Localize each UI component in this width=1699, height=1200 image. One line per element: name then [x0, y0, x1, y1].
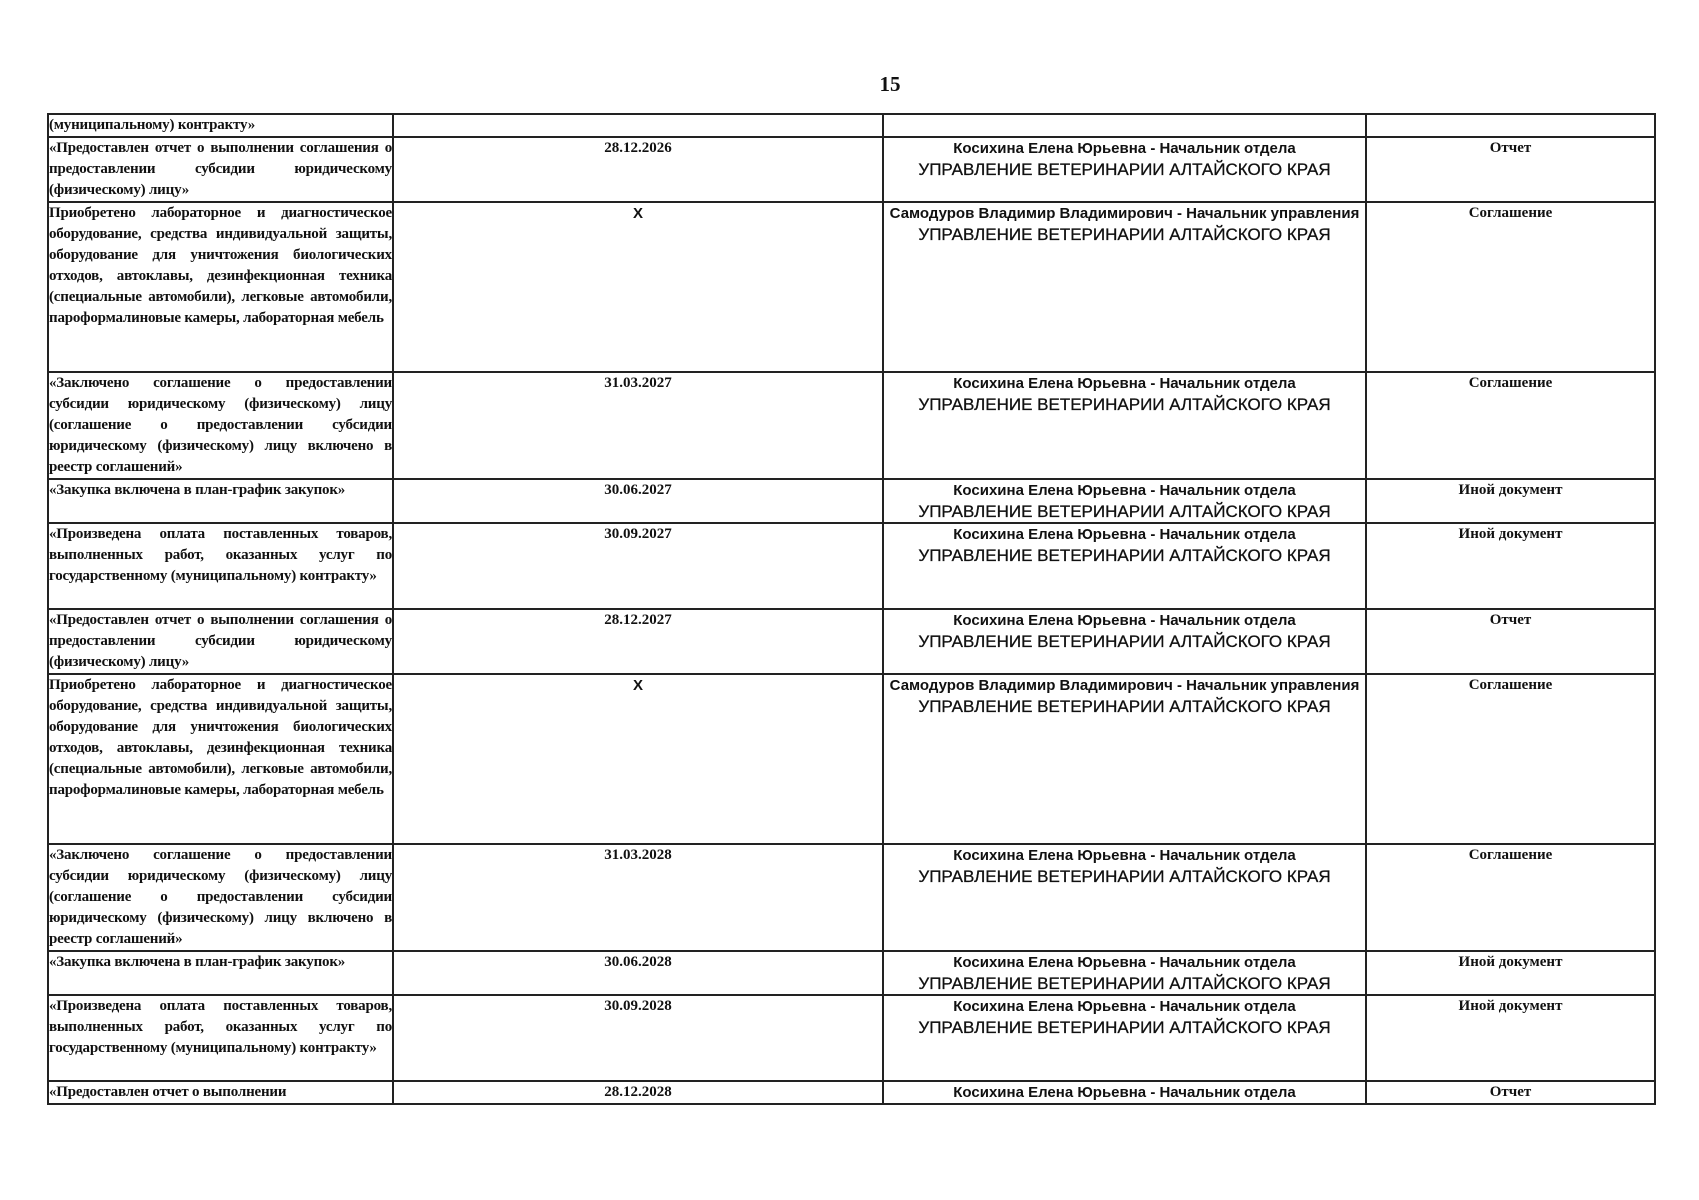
date-cell: X [393, 202, 883, 372]
doc-type-cell: Иной документ [1366, 995, 1655, 1081]
desc-cell: «Произведена оплата поставленных товаров, выполненных работ, оказанных услуг по государственному (муниципальному) контракту» [48, 995, 393, 1081]
desc-cell: «Произведена оплата поставленных товаров, выполненных работ, оказанных услуг по государственному (муниципальному) контракту» [48, 523, 393, 609]
doc-type-cell: Иной документ [1366, 523, 1655, 609]
table-row [48, 372, 1655, 479]
responsible-person: Косихина Елена Юрьевна - Начальник отдела [953, 612, 1296, 629]
responsible-person: Самодуров Владимир Владимирович - Начальник управления [889, 205, 1360, 222]
responsible-cell [883, 202, 1366, 372]
responsible-person: Косихина Елена Юрьевна - Начальник отдела [953, 954, 1296, 971]
desc-cell: «Заключено соглашение о предоставлении субсидии юридическому (физическому) лицу (соглашение о предоставлении субсидии юридическому (физическому) лицу включено в реестр соглашений» [48, 372, 393, 479]
date-cell: 30.06.2027 [393, 479, 883, 523]
table-row [48, 202, 1655, 372]
responsible-person: Косихина Елена Юрьевна - Начальник отдела [953, 1084, 1296, 1101]
table-row [48, 674, 1655, 844]
date-cell: 30.09.2027 [393, 523, 883, 609]
doc-type-cell [1366, 114, 1655, 137]
responsible-org: УПРАВЛЕНИЕ ВЕТЕРИНАРИИ АЛТАЙСКОГО КРАЯ [918, 546, 1331, 565]
date-cell: 28.12.2026 [393, 137, 883, 202]
doc-type-cell: Отчет [1366, 1081, 1655, 1104]
date-cell: 31.03.2027 [393, 372, 883, 479]
date-cell: 28.12.2028 [393, 1081, 883, 1104]
responsible-person: Косихина Елена Юрьевна - Начальник отдела [953, 140, 1296, 157]
desc-cell: «Закупка включена в план-график закупок» [48, 479, 393, 523]
responsible-cell [883, 479, 1366, 523]
date-cell: X [393, 674, 883, 844]
doc-type-cell: Иной документ [1366, 479, 1655, 523]
doc-type-cell: Отчет [1366, 137, 1655, 202]
responsible-cell [883, 372, 1366, 479]
date-cell [393, 114, 883, 137]
responsible-org: УПРАВЛЕНИЕ ВЕТЕРИНАРИИ АЛТАЙСКОГО КРАЯ [918, 502, 1331, 521]
desc-cell: «Закупка включена в план-график закупок» [48, 951, 393, 995]
table-row [48, 609, 1655, 674]
responsible-person: Самодуров Владимир Владимирович - Начальник управления [889, 677, 1360, 694]
desc-cell: «Предоставлен отчет о выполнении соглашения о предоставлении субсидии юридическому (физическому) лицу» [48, 609, 393, 674]
table-row [48, 951, 1655, 995]
activity-table [47, 113, 1656, 1105]
page-number: 15 [879, 72, 901, 96]
date-cell: 31.03.2028 [393, 844, 883, 951]
responsible-org: УПРАВЛЕНИЕ ВЕТЕРИНАРИИ АЛТАЙСКОГО КРАЯ [918, 867, 1331, 886]
doc-type-cell: Соглашение [1366, 372, 1655, 479]
responsible-cell [883, 1081, 1366, 1104]
responsible-org: УПРАВЛЕНИЕ ВЕТЕРИНАРИИ АЛТАЙСКОГО КРАЯ [918, 632, 1331, 651]
doc-type-cell: Соглашение [1366, 202, 1655, 372]
responsible-cell [883, 844, 1366, 951]
table-row [48, 137, 1655, 202]
doc-type-cell: Отчет [1366, 609, 1655, 674]
date-cell: 28.12.2027 [393, 609, 883, 674]
responsible-cell [883, 609, 1366, 674]
doc-type-cell: Соглашение [1366, 674, 1655, 844]
responsible-cell [883, 114, 1366, 137]
desc-cell: Приобретено лабораторное и диагностическое оборудование, средства индивидуальной защиты, оборудование для уничтожения биологических отходов, автоклавы, дезинфекционная техника (специальные автомобили), легковые автомобили, пароформалиновые камеры, лабораторная мебель [48, 674, 393, 844]
responsible-org: УПРАВЛЕНИЕ ВЕТЕРИНАРИИ АЛТАЙСКОГО КРАЯ [918, 395, 1331, 414]
responsible-person: Косихина Елена Юрьевна - Начальник отдела [953, 526, 1296, 543]
responsible-org: УПРАВЛЕНИЕ ВЕТЕРИНАРИИ АЛТАЙСКОГО КРАЯ [918, 974, 1331, 993]
responsible-org: УПРАВЛЕНИЕ ВЕТЕРИНАРИИ АЛТАЙСКОГО КРАЯ [918, 160, 1331, 179]
table-row [48, 479, 1655, 523]
table-row [48, 995, 1655, 1081]
responsible-cell [883, 137, 1366, 202]
table-row [48, 844, 1655, 951]
table-row [48, 1081, 1655, 1104]
responsible-org: УПРАВЛЕНИЕ ВЕТЕРИНАРИИ АЛТАЙСКОГО КРАЯ [918, 1018, 1331, 1037]
date-cell: 30.06.2028 [393, 951, 883, 995]
responsible-person: Косихина Елена Юрьевна - Начальник отдела [953, 482, 1296, 499]
responsible-org: УПРАВЛЕНИЕ ВЕТЕРИНАРИИ АЛТАЙСКОГО КРАЯ [918, 225, 1331, 244]
table-row [48, 114, 1655, 137]
date-cell: 30.09.2028 [393, 995, 883, 1081]
responsible-org: УПРАВЛЕНИЕ ВЕТЕРИНАРИИ АЛТАЙСКОГО КРАЯ [918, 697, 1331, 716]
desc-cell: «Предоставлен отчет о выполнении соглашения о предоставлении субсидии юридическому (физическому) лицу» [48, 137, 393, 202]
responsible-cell [883, 951, 1366, 995]
table-row [48, 523, 1655, 609]
doc-type-cell: Иной документ [1366, 951, 1655, 995]
desc-cell: «Заключено соглашение о предоставлении субсидии юридическому (физическому) лицу (соглашение о предоставлении субсидии юридическому (физическому) лицу включено в реестр соглашений» [48, 844, 393, 951]
desc-cell: Приобретено лабораторное и диагностическое оборудование, средства индивидуальной защиты, оборудование для уничтожения биологических отходов, автоклавы, дезинфекционная техника (специальные автомобили), легковые автомобили, пароформалиновые камеры, лабораторная мебель [48, 202, 393, 372]
responsible-cell [883, 995, 1366, 1081]
desc-cell: (муниципальному) контракту» [48, 114, 393, 137]
responsible-person: Косихина Елена Юрьевна - Начальник отдела [953, 847, 1296, 864]
responsible-cell [883, 523, 1366, 609]
responsible-person: Косихина Елена Юрьевна - Начальник отдела [953, 375, 1296, 392]
responsible-cell [883, 674, 1366, 844]
responsible-person: Косихина Елена Юрьевна - Начальник отдела [953, 998, 1296, 1015]
doc-type-cell: Соглашение [1366, 844, 1655, 951]
desc-cell: «Предоставлен отчет о выполнении [48, 1081, 393, 1104]
